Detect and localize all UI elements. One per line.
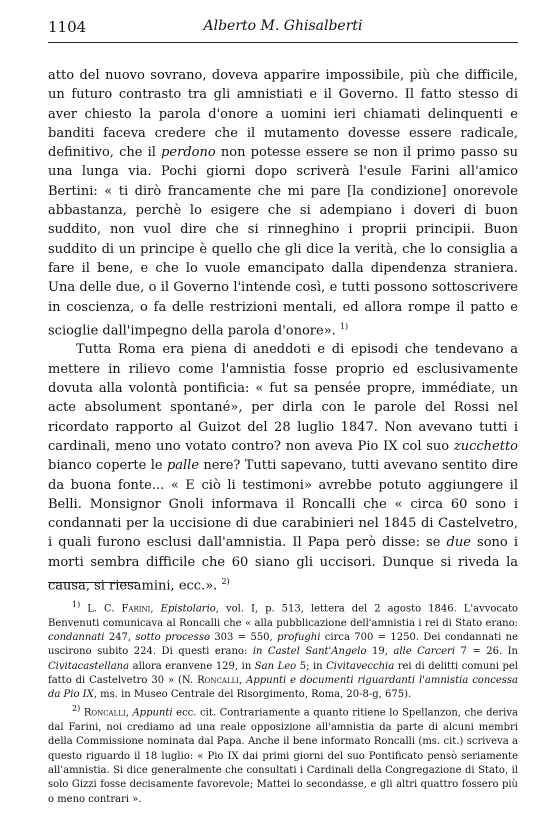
- footnote-1-italic: Appunti e documenti riguardanti l'amnistia concessa da Pio IX: [48, 674, 519, 701]
- footnote-2-marker: 2): [72, 704, 81, 714]
- footnote-1-italic: condannati: [48, 631, 105, 643]
- footnote-1-marker: 1): [72, 600, 81, 609]
- footnote-1-italic: San Leo: [254, 660, 297, 672]
- main-text: [48, 66, 518, 596]
- footnote-1-text: 247,: [104, 631, 136, 643]
- footnote-1-text: L. C.: [80, 603, 122, 615]
- running-title: Alberto M. Ghisalberti: [203, 18, 363, 34]
- footnote-1-author: Farini: [121, 603, 151, 615]
- footnote-1-text: allora eranvene 129, in: [129, 660, 255, 672]
- paragraph-1: [48, 66, 518, 340]
- footnote-1-text: rei di delitti comuni pel fatto di Castelvetro 30 » (N.: [48, 660, 518, 686]
- footnote-1-author: Roncalli: [197, 674, 240, 686]
- footnote-1-text: , vol. I, p. 513, lettera del 2 agosto 1846. L'avvocato Benvenuti comunicava al Roncalli che « alla pubblicazione dell'amnistia i rei di Stato erano:: [48, 603, 518, 629]
- paragraph-2-text-c: nere? Tutti sapevano, tutti avevano sentito dire da buona fonte... « E ciò li testimoni» avrebbe potuto aggiungere il Belli. Monsignor Gnoli informava il Roncalli che « circa 60 sono i condannati per la uccisione di due carabinieri nel 1845 di Castelvetro, i quali furono esclusi dall'amnistia. Il Papa però disse: se: [48, 458, 518, 551]
- paragraph-2-italic-zucchetto: zucchetto: [453, 438, 518, 454]
- footnote-1-italic: profughi: [277, 631, 321, 643]
- footnote-1-italic: alle Carceri: [393, 646, 456, 658]
- footnote-1: [48, 598, 518, 702]
- footnotes: [48, 598, 518, 807]
- footnote-1-text: ,: [150, 603, 161, 615]
- footnote-1-text: 19,: [366, 646, 394, 658]
- paragraph-2-text-b: bianco coperte le: [48, 458, 167, 474]
- header-rule: [48, 42, 518, 43]
- footnote-1-italic: sotto processo: [135, 631, 210, 643]
- paragraph-1-text-a: atto del nuovo sovrano, doveva apparire impossibile, più che difficile, un futuro contrasto tra gli amnistiati e il Governo. Il fatto stesso di aver chiesto la parola d'onore a uomini ieri chiamati delinquenti e banditi faceva credere che il mutamento dovesse essere radicale, definitivo, che il: [48, 68, 518, 161]
- footnote-1-italic: Civitavecchia: [326, 660, 395, 672]
- footnote-ref-1: 1): [339, 321, 349, 331]
- footnote-1-text: 5; in: [296, 660, 327, 672]
- footnote-1-text: , ms. in Museo Centrale del Risorgimento, Roma, 20-8-g, 675).: [93, 689, 412, 701]
- paragraph-2-italic-due: due: [446, 535, 471, 551]
- page-number: 1104: [48, 18, 87, 36]
- footnote-2: [48, 702, 518, 806]
- footnote-2-text: ,: [125, 707, 133, 719]
- footnote-1-text: 7 = 26. In: [455, 646, 519, 658]
- footnote-1-italic: Epistolario: [160, 603, 216, 615]
- paragraph-2: [48, 340, 518, 595]
- footnote-2-italic: Appunti: [132, 707, 173, 719]
- footnote-1-italic: in Castel Sant'Angelo: [252, 646, 367, 658]
- footnote-1-text: ,: [239, 674, 247, 686]
- paragraph-1-italic-perdono: perdono: [161, 145, 216, 161]
- footnote-2-text: ecc. cit. Contrariamente a quanto ritiene lo Spellanzon, che deriva dal Farini, noi crediamo ad una reale opposizione all'amnistia da parte di alcuni membri della Commissione nominata dal Papa. Anche il bene informato Roncalli (ms. cit.) scriveva a questo riguardo il 18 luglio: « Pio IX dai primi giorni del suo Pontificato pensò seriamente all'amnistia. Si dice generalmente che consultati i Cardinali della Congregazione di Stato, il solo Gizzi fosse decisamente favorevole; Mattei lo secondasse, e gli altri quattro fossero più o meno contrari ».: [48, 707, 518, 805]
- paragraph-2-text-a: Tutta Roma era piena di aneddoti e di episodi che tendevano a mettere in rilievo come l'amnistia fosse proprio ed esclusivamente dovuta alla volontà pontificia: « fut sa pensée propre, immédiate, un acte absolument spontané», per dirla con le parole del Rossi nel ricordato rapporto al Guizot del 28 luglio 1847. Non avevano tutti i cardinali, meno uno votato contro? non aveva Pio IX col suo: [48, 342, 518, 454]
- footnote-1-italic: Civitacastellana: [48, 660, 130, 672]
- paragraph-1-text-b: non potesse essere se non il primo passo su una lunga via. Pochi giorni dopo scriverà l'esule Farini all'amico Bertini: « ti dirò francamente che mi pare [la condizione] onorevole abbastanza, perchè lo esigere che si adempiano i doveri di buon suddito, non vuol dire che si rinneghino i proprii principii. Buon suddito di un principe è quello che gli dice la verità, che lo consiglia a fare il bene, e che lo vuole emancipato dalla dipendenza straniera. Una delle due, o il Governo l'intende così, e tutti possono sottoscrivere in coscienza, o fa delle restrizioni mentali, ed allora rompe il patto e scioglie dall'impegno della parola d'onore».: [48, 145, 518, 339]
- footnote-2-author: Roncalli: [83, 707, 126, 719]
- paragraph-2-italic-palle: palle: [166, 458, 200, 474]
- paragraph-2-text-d: sono i morti sembra difficile che 60 siano gli uccisori. Dunque si riveda la causa, si riesamini, ecc.».: [48, 535, 518, 594]
- footnote-1-text: circa 700 = 1250. Dei condannati ne uscirono subito 224. Di questi erano:: [48, 631, 519, 658]
- footnote-1-text: 303 = 550,: [209, 631, 278, 643]
- running-header: [48, 18, 518, 40]
- footnote-separator: [48, 582, 138, 583]
- footnote-ref-2: 2): [221, 577, 230, 587]
